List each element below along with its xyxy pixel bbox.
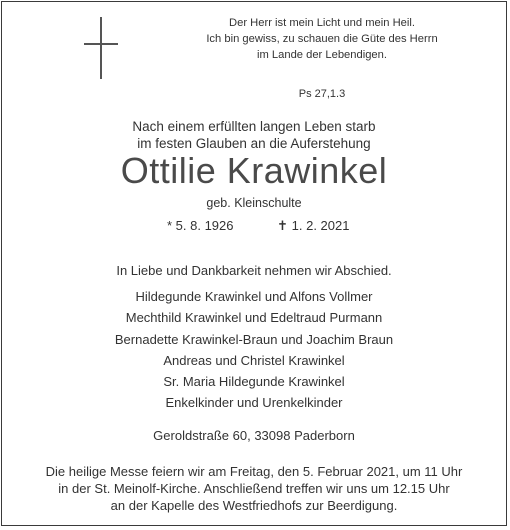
psalm-reference: Ps 27,1.3 <box>298 88 346 100</box>
deceased-name: Ottilie Krawinkel <box>120 150 388 191</box>
intro-line: Nach einem erfüllten langen Leben starb <box>132 119 376 134</box>
psalm-line: Ich bin gewiss, zu schauen die Güte des Herrn <box>206 33 438 45</box>
maiden-name: geb. Kleinschulte <box>206 196 302 210</box>
cross-vertical-bar <box>100 17 102 79</box>
mass-line: in der St. Meinolf-Kirche. Anschließend treffen wir uns um 12.15 Uhr <box>58 481 450 496</box>
mourner-entry: Hildegunde Krawinkel und Alfons Vollmer <box>135 289 373 304</box>
mourner-entry: Enkelkinder und Urenkelkinder <box>165 395 343 411</box>
birth-date: * 5. 8. 1926 <box>167 218 234 233</box>
psalm-line: Der Herr ist mein Licht und mein Heil. <box>229 17 415 29</box>
psalm-verse <box>162 15 482 63</box>
mourner-entry: Andreas und Christel Krawinkel <box>163 352 345 368</box>
mass-announcement <box>2 463 506 514</box>
mourner-entry: Sr. Maria Hildegunde Krawinkel <box>163 374 345 390</box>
psalm-line: im Lande der Lebendigen. <box>256 49 387 61</box>
life-dates <box>167 218 349 234</box>
death-date: ✝ 1. 2. 2021 <box>277 218 350 233</box>
family-address: Geroldstraße 60, 33098 Paderborn <box>153 428 355 443</box>
mourner-entry: Bernadette Krawinkel-Braun und Joachim Braun <box>114 331 394 347</box>
mass-line: Die heilige Messe feiern wir am Freitag, den 5. Februar 2021, um 11 Uhr <box>45 464 463 479</box>
intro-text <box>2 118 506 152</box>
farewell-text: In Liebe und Dankbarkeit nehmen wir Abschied. <box>116 263 392 278</box>
mourner-entry: Mechthild Krawinkel und Edeltraud Purmann <box>125 310 383 326</box>
obituary-notice <box>1 1 507 526</box>
intro-line: im festen Glauben an die Auferstehung <box>137 136 371 151</box>
cross-horizontal-bar <box>84 43 118 45</box>
cross-icon <box>84 17 118 79</box>
mass-line: an der Kapelle des Westfriedhofs zur Beerdigung. <box>110 498 398 513</box>
mourners-list <box>2 286 506 414</box>
